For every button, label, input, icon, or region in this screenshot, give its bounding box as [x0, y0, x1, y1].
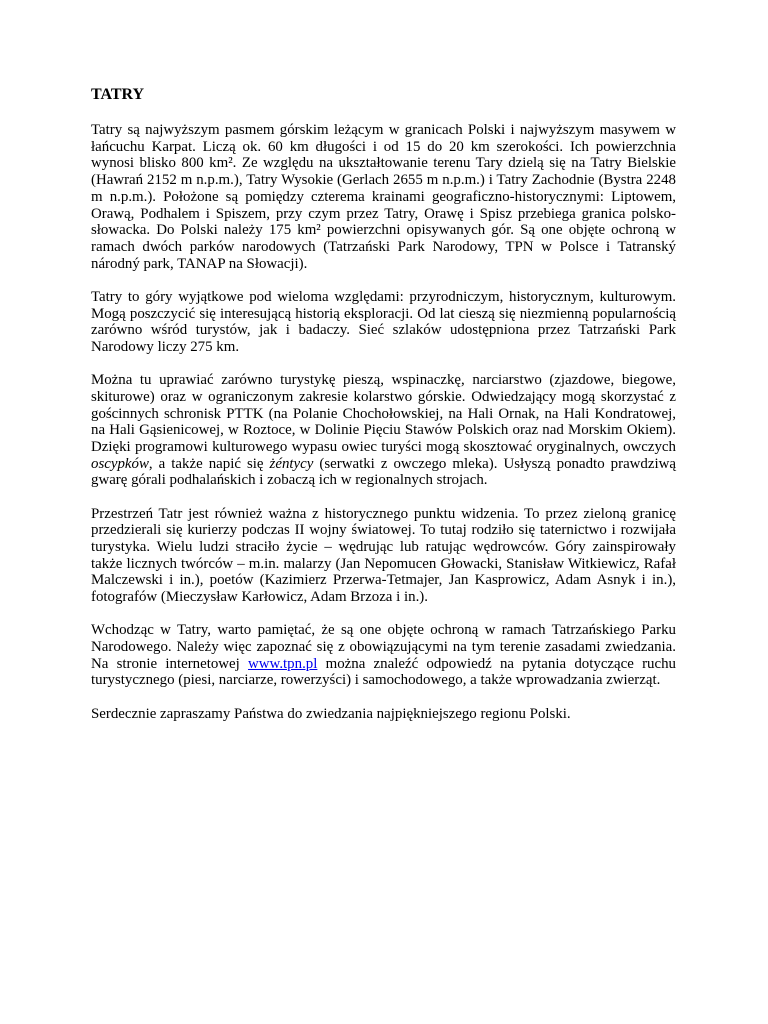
italic-zentycy: żéntycy: [269, 455, 314, 472]
tpn-website-link[interactable]: www.tpn.pl: [248, 655, 318, 672]
paragraph-5-text-b: można znaleźć odpowiedź na pytania dotyczące ruchu turystycznego (piesi, narciarze, rowerzyści) i samochodowego, a także wprowadzania zwierząt.: [91, 655, 676, 689]
paragraph-1: Tatry są najwyższym pasmem górskim leżącym w granicach Polski i najwyższym masywem w łańcuchu Karpat. Liczą ok. 60 km długości i od 15 do 20 km szerokości. Ich powierzchnia wynosi blisko 800 km². Ze względu na ukształtowanie terenu Tary dzielą się na Tatry Bielskie (Hawrań 2152 m n.p.m.), Tatry Wysokie (Gerlach 2655 m n.p.m.) i Tatry Zachodnie (Bystra 2248 m n.p.m.). Położone są pomiędzy czterema krainami geograficzno-historycznymi: Liptowem, Orawą, Podhalem i Spiszem, przy czym przez Tatry, Orawę i Spisz przebiega granica polsko-słowacka. Do Polski należy 175 km² powierzchni opisywanych gór. Są one objęte ochroną w ramach dwóch parków narodowych (Tatrzański Park Narodowy, TPN w Polsce i Tatranský národný park, TANAP na Słowacji).: [91, 122, 676, 272]
paragraph-3: [91, 372, 676, 489]
paragraph-6: Serdecznie zapraszamy Państwa do zwiedzania najpiękniejszego regionu Polski.: [91, 705, 571, 722]
paragraph-5: [91, 622, 676, 689]
italic-oscypkow: oscypków: [91, 455, 149, 472]
document-title: TATRY: [91, 86, 145, 103]
paragraph-3-text-b: , a także napić się: [148, 455, 270, 472]
paragraph-3-text-c: (serwatki z owczego mleka). Usłyszą ponadto prawdziwą gwarę górali podhalańskich i zobaczą ich w regionalnych strojach.: [91, 455, 676, 489]
document-page: [91, 85, 676, 739]
paragraph-4: Przestrzeń Tatr jest również ważna z historycznego punktu widzenia. To przez zieloną granicę przedzierali się kurierzy podczas II wojny światowej. To tutaj rodziło się taternictwo i rozwijała turystyka. Wielu ludzi straciło życie – wędrując lub ratując wędrowców. Góry zainspirowały także licznych twórców – m.in. malarzy (Jan Nepomucen Głowacki, Stanisław Witkiewicz, Rafał Malczewski i in.), poetów (Kazimierz Przerwa-Tetmajer, Jan Kasprowicz, Adam Asnyk i in.), fotografów (Mieczysław Karłowicz, Adam Brzoza i in.).: [91, 505, 676, 606]
paragraph-3-text-a: Można tu uprawiać zarówno turystykę pieszą, wspinaczkę, narciarstwo (zjazdowe, biegowe, skiturowe) oraz w ograniczonym zakresie kolarstwo górskie. Odwiedzający mogą skorzystać z gościnnych schronisk PTTK (na Polanie Chochołowskiej, na Hali Ornak, na Hali Kondratowej, na Hali Gąsienicowej, w Roztoce, w Dolinie Pięciu Stawów Polskich oraz nad Morskim Okiem). Dzięki programowi kulturowego wypasu owiec turyści mogą skosztować oryginalnych, owczych: [91, 372, 676, 455]
paragraph-2: Tatry to góry wyjątkowe pod wieloma względami: przyrodniczym, historycznym, kulturowym. Mogą poszczycić się interesującą historią eksploracji. Od lat cieszą się niezmienną popularnością zarówno wśród turystów, jak i badaczy. Sieć szlaków udostępniona przez Tatrzański Park Narodowy liczy 275 km.: [91, 288, 676, 355]
paragraph-5-text-a: Wchodząc w Tatry, warto pamiętać, że są one objęte ochroną w ramach Tatrzańskiego Parku Narodowego. Należy więc zapoznać się z obowiązującymi na tym terenie zasadami zwiedzania. Na stronie internetowej: [91, 622, 676, 672]
